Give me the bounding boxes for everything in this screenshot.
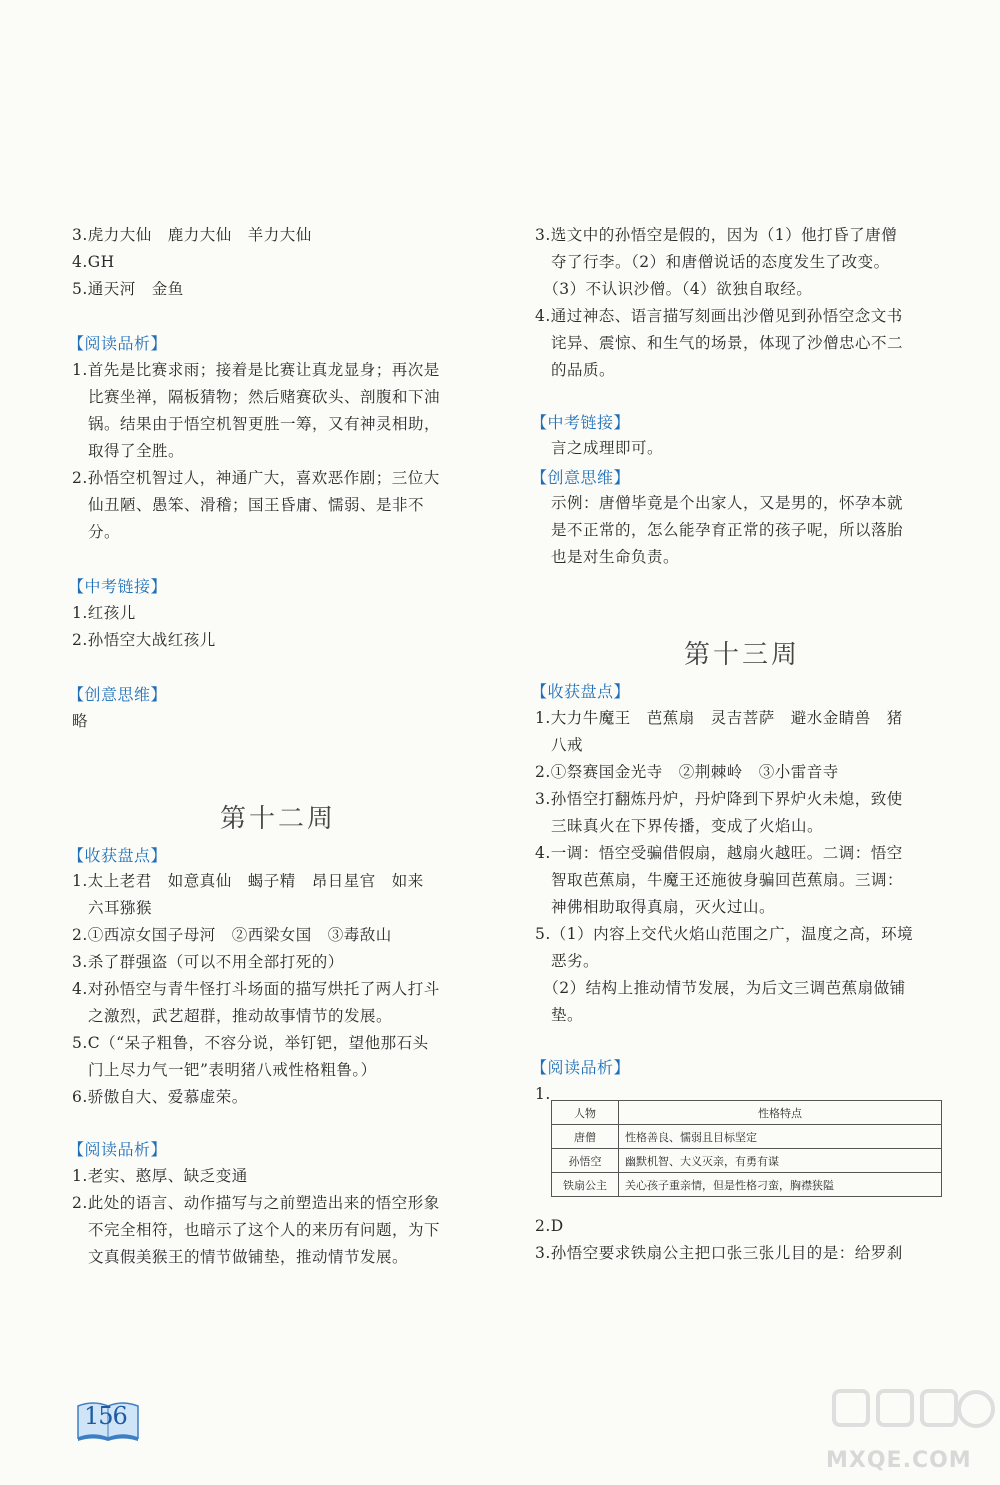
answer-line: 略 bbox=[72, 712, 89, 730]
table-cell: 铁扇公主 bbox=[552, 1173, 619, 1197]
answer-line: 4.GH bbox=[72, 253, 115, 271]
answer-line: 1. bbox=[535, 1085, 551, 1103]
answer-line: 1.大力牛魔王 芭蕉扇 灵吉菩萨 避水金睛兽 猪 bbox=[535, 709, 903, 727]
character-traits-table bbox=[551, 1100, 942, 1197]
section-heading: 【收获盘点】 bbox=[68, 846, 168, 865]
week-title: 第十二周 bbox=[220, 804, 337, 834]
answer-line: 1.首先是比赛求雨；接着是比赛让真龙显身；再次是 bbox=[72, 361, 440, 379]
table-row bbox=[552, 1149, 942, 1173]
answer-line: 仙丑陋、愚笨、滑稽；国王昏庸、懦弱、是非不 bbox=[72, 496, 425, 514]
answer-line: 1.太上老君 如意真仙 蝎子精 昂日星官 如来 bbox=[72, 872, 424, 890]
answer-line: 分。 bbox=[72, 523, 121, 541]
answer-line: 六耳猕猴 bbox=[72, 899, 153, 917]
answer-line: 3.孙悟空打翻炼丹炉，丹炉降到下界炉火未熄，致使 bbox=[535, 790, 903, 808]
answer-line: （3）不认识沙僧。（4）欲独自取经。 bbox=[535, 280, 813, 298]
answer-line: 智取芭蕉扇，牛魔王还施彼身骗回芭蕉扇。三调： bbox=[535, 871, 904, 889]
answer-line: 2.孙悟空大战红孩儿 bbox=[72, 631, 216, 649]
answer-line: 之激烈，武艺超群，推动故事情节的发展。 bbox=[72, 1007, 393, 1025]
answer-line: 锅。结果由于悟空机智更胜一筹，又有神灵相助， bbox=[72, 415, 441, 433]
answer-line: 取得了全胜。 bbox=[72, 442, 185, 460]
answer-line: 3.选文中的孙悟空是假的，因为（1）他打昏了唐僧 bbox=[535, 226, 898, 244]
answer-line: 3.孙悟空要求铁扇公主把口张三张儿目的是：给罗刹 bbox=[535, 1244, 903, 1262]
table-row bbox=[552, 1125, 942, 1149]
table-row bbox=[552, 1173, 942, 1197]
answer-line: 示例：唐僧毕竟是个出家人，又是男的，怀孕本就 bbox=[535, 494, 904, 512]
section-heading: 【中考链接】 bbox=[68, 577, 168, 596]
answer-line: 的品质。 bbox=[535, 361, 616, 379]
section-heading: 【收获盘点】 bbox=[531, 682, 631, 701]
answer-line: 2.①祭赛国金光寺 ②荆棘岭 ③小雷音寺 bbox=[535, 763, 839, 781]
answer-line: 4.对孙悟空与青牛怪打斗场面的描写烘托了两人打斗 bbox=[72, 980, 440, 998]
answer-line: 诧异、震惊、和生气的场景，体现了沙僧忠心不二 bbox=[535, 334, 904, 352]
answer-line: 5.通天河 金鱼 bbox=[72, 280, 184, 298]
answer-line: 不完全相符，也暗示了这个人的来历有问题，为下 bbox=[72, 1221, 441, 1239]
answer-line: 2.此处的语言、动作描写与之前塑造出来的悟空形象 bbox=[72, 1194, 440, 1212]
table-header-cell: 性格特点 bbox=[619, 1101, 942, 1125]
answer-line: 神佛相助取得真扇，灭火过山。 bbox=[535, 898, 776, 916]
answer-line: 3.虎力大仙 鹿力大仙 羊力大仙 bbox=[72, 226, 312, 244]
table-header-row bbox=[552, 1101, 942, 1125]
table-cell: 唐僧 bbox=[552, 1125, 619, 1149]
answer-line: 3.杀了群强盗（可以不用全部打死的） bbox=[72, 953, 344, 971]
section-heading: 【创意思维】 bbox=[531, 468, 631, 487]
answer-line: 也是对生命负责。 bbox=[535, 548, 680, 566]
table-cell: 幽默机智、大义灭亲，有勇有谋 bbox=[619, 1149, 942, 1173]
answer-line: 2.①西凉女国子母河 ②西梁女国 ③毒敌山 bbox=[72, 926, 392, 944]
watermark-text: MXQE.COM bbox=[826, 1448, 972, 1473]
answer-line: 1.老实、憨厚、缺乏变通 bbox=[72, 1167, 248, 1185]
answer-line: 门上尽力气一钯”表明猪八戒性格粗鲁。） bbox=[72, 1061, 377, 1079]
answer-line: 2.D bbox=[535, 1217, 564, 1235]
answer-line: 4.一调：悟空受骗借假扇，越扇火越旺。二调：悟空 bbox=[535, 844, 903, 862]
section-heading: 【创意思维】 bbox=[68, 685, 168, 704]
answer-line: 6.骄傲自大、爱慕虚荣。 bbox=[72, 1088, 248, 1106]
answer-line: 比赛坐禅，隔板猜物；然后赌赛砍头、剖腹和下油 bbox=[72, 388, 441, 406]
table-header-cell: 人物 bbox=[552, 1101, 619, 1125]
answer-line: 恶劣。 bbox=[535, 952, 600, 970]
answer-line: 4.通过神态、语言描写刻画出沙僧见到孙悟空念文书 bbox=[535, 307, 903, 325]
answer-line: 2.孙悟空机智过人，神通广大，喜欢恶作剧；三位大 bbox=[72, 469, 440, 487]
section-heading: 【阅读品析】 bbox=[531, 1058, 631, 1077]
answer-line: 言之成理即可。 bbox=[535, 439, 664, 457]
table-cell: 性格善良、懦弱且目标坚定 bbox=[619, 1125, 942, 1149]
section-heading: 【阅读品析】 bbox=[68, 334, 168, 353]
answer-line: 八戒 bbox=[535, 736, 584, 754]
week-title: 第十三周 bbox=[684, 640, 801, 670]
answer-line: 5.C（“呆子粗鲁，不容分说，举钉钯，望他那石头 bbox=[72, 1034, 429, 1052]
table-cell: 孙悟空 bbox=[552, 1149, 619, 1173]
page-number: 156 bbox=[84, 1402, 127, 1430]
section-heading: 【阅读品析】 bbox=[68, 1140, 168, 1159]
section-heading: 【中考链接】 bbox=[531, 413, 631, 432]
answer-line: 是不正常的，怎么能孕育正常的孩子呢，所以落胎 bbox=[535, 521, 904, 539]
answer-line: 1.红孩儿 bbox=[72, 604, 136, 622]
answer-line: 垫。 bbox=[535, 1006, 584, 1024]
answer-line: 夺了行李。（2）和唐僧说话的态度发生了改变。 bbox=[535, 253, 890, 271]
answer-line: 文真假美猴王的情节做铺垫，推动情节发展。 bbox=[72, 1248, 409, 1266]
table-cell: 关心孩子重亲情，但是性格刁蛮，胸襟狭隘 bbox=[619, 1173, 942, 1197]
answer-line: 5.（1）内容上交代火焰山范围之广，温度之高，环境 bbox=[535, 925, 914, 943]
answer-line: 三昧真火在下界传播，变成了火焰山。 bbox=[535, 817, 824, 835]
answer-line: （2）结构上推动情节发展，为后文三调芭蕉扇做铺 bbox=[535, 979, 906, 997]
